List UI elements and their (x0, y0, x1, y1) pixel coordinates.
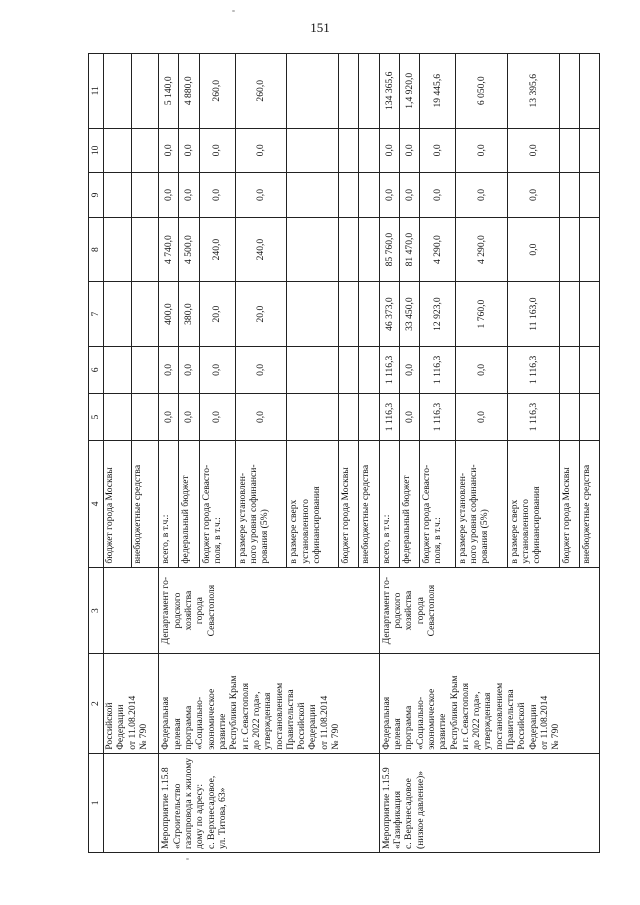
value-cell (287, 282, 339, 347)
executor-text: Департамент го- родского хозяйства города Севастополя (380, 576, 437, 645)
value-cell (287, 173, 339, 218)
value-cell (131, 173, 159, 218)
source-cell (159, 441, 179, 568)
source-cell (579, 441, 599, 568)
value-cell: 81 470,0 (399, 217, 419, 282)
value-cell (579, 173, 599, 218)
source-cell (419, 441, 455, 568)
program-text: Российской Федерации от 11.08.2014 № 790 (104, 695, 149, 750)
source-cell: внебюджетные средства (131, 441, 159, 568)
value-cell (104, 54, 132, 129)
value-cell (579, 54, 599, 129)
value-cell: 0,0 (399, 393, 419, 440)
header-cell: 10 (89, 128, 104, 173)
value-cell (131, 54, 159, 129)
value-cell (359, 173, 379, 218)
value-cell: 0,0 (399, 128, 419, 173)
value-cell (359, 54, 379, 129)
value-cell (131, 282, 159, 347)
value-cell (287, 217, 339, 282)
value-cell: 0,0 (179, 128, 199, 173)
value-cell (104, 282, 132, 347)
value-cell: 400,0 (159, 282, 179, 347)
value-cell (339, 173, 359, 218)
value-cell (287, 54, 339, 129)
value-cell: 0,0 (399, 346, 419, 393)
value-cell: 4 880,0 (179, 54, 199, 129)
value-cell (104, 173, 132, 218)
value-cell (339, 393, 359, 440)
value-cell (579, 282, 599, 347)
value-cell: 1 116,3 (507, 393, 559, 440)
source-cell (235, 441, 287, 568)
value-cell: 4 290,0 (455, 217, 507, 282)
activity-text: Мероприятие 1.15.9 «Газификация с. Верхнесадовое (низкое давление)» (380, 767, 426, 849)
executor-cell (379, 567, 599, 654)
value-cell: 240,0 (235, 217, 287, 282)
source-cell (455, 441, 507, 568)
source-text: всего, в т.ч.: (160, 514, 172, 564)
header-cell: 3 (89, 567, 104, 654)
header-cell: 7 (89, 282, 104, 347)
value-cell (579, 128, 599, 173)
value-cell (339, 346, 359, 393)
value-cell (131, 217, 159, 282)
value-cell (559, 54, 579, 129)
scan-artifact (186, 858, 189, 860)
value-cell: 0,0 (235, 346, 287, 393)
value-cell: 0,0 (507, 128, 559, 173)
scan-artifact (232, 10, 235, 12)
value-cell: 260,0 (199, 54, 235, 129)
value-cell (339, 128, 359, 173)
value-cell (339, 54, 359, 129)
value-cell: 380,0 (179, 282, 199, 347)
program-cell (104, 654, 159, 753)
executor-text: Департамент го- родского хозяйства города Севастополя (160, 576, 217, 645)
header-cell: 4 (89, 441, 104, 568)
header-cell: 2 (89, 654, 104, 753)
table-row (159, 54, 179, 853)
value-cell (359, 128, 379, 173)
value-cell: 33 450,0 (399, 282, 419, 347)
source-text: в размере установлен- ного уровня софинанси- рования (5%) (236, 464, 271, 564)
value-cell: 1,4 920,0 (399, 54, 419, 129)
source-cell (507, 441, 559, 568)
activity-cell (159, 753, 379, 852)
source-text: всего, в т.ч.: (380, 514, 392, 564)
source-text: федеральный бюджет (400, 475, 412, 564)
program-cell (379, 654, 599, 753)
table-row (379, 54, 399, 853)
value-cell: 46 373,0 (379, 282, 399, 347)
value-cell (559, 217, 579, 282)
value-cell: 0,0 (159, 173, 179, 218)
value-cell: 0,0 (235, 173, 287, 218)
source-cell (379, 441, 399, 568)
source-text: федеральный бюджет (180, 475, 192, 564)
value-cell (579, 217, 599, 282)
program-text: Федеральная целевая программа «Социально- экономическое развитие Республики Крым и г. Севастополя до 2022 года», утвержденная постановлением Правительства Российской Федерации от 11.08.2014 № 790 (380, 675, 562, 750)
value-cell: 13 395,6 (507, 54, 559, 129)
source-text: внебюджетные средства (360, 464, 372, 564)
header-cell: 11 (89, 54, 104, 129)
table-row (104, 54, 132, 853)
value-cell: 11 163,0 (507, 282, 559, 347)
value-cell: 1 116,3 (419, 393, 455, 440)
value-cell (339, 282, 359, 347)
value-cell (579, 346, 599, 393)
value-cell: 20,0 (235, 282, 287, 347)
value-cell: 85 760,0 (379, 217, 399, 282)
source-cell (287, 441, 339, 568)
value-cell (287, 128, 339, 173)
value-cell: 0,0 (399, 173, 419, 218)
value-cell: 260,0 (235, 54, 287, 129)
value-cell (359, 282, 379, 347)
value-cell: 4 290,0 (419, 217, 455, 282)
rotated-table-container (88, 53, 600, 853)
value-cell: 0,0 (199, 393, 235, 440)
header-cell: 8 (89, 217, 104, 282)
source-cell: бюджет города Москвы (104, 441, 132, 568)
source-cell (199, 441, 235, 568)
value-cell: 134 365,6 (379, 54, 399, 129)
source-text: внебюджетные средства (580, 464, 592, 564)
value-cell (104, 128, 132, 173)
source-text: бюджет города Севасто- поля, в т.ч.: (200, 464, 223, 564)
source-text: бюджет города Севасто- поля, в т.ч.: (420, 464, 444, 564)
source-cell (559, 441, 579, 568)
value-cell: 0,0 (159, 346, 179, 393)
value-cell: 0,0 (419, 173, 455, 218)
value-cell (579, 393, 599, 440)
activity-cell (379, 753, 599, 852)
value-cell: 0,0 (507, 217, 559, 282)
value-cell: 0,0 (199, 173, 235, 218)
value-cell (104, 217, 132, 282)
value-cell: 0,0 (455, 393, 507, 440)
header-cell: 9 (89, 173, 104, 218)
value-cell: 240,0 (199, 217, 235, 282)
value-cell (287, 346, 339, 393)
source-text: в размере сверх установленного софинансирования (508, 486, 543, 564)
value-cell: 0,0 (507, 173, 559, 218)
value-cell: 0,0 (235, 393, 287, 440)
value-cell (104, 346, 132, 393)
value-cell (131, 346, 159, 393)
value-cell: 20,0 (199, 282, 235, 347)
source-text: в размере сверх установленного софинансирования (288, 486, 323, 564)
activity-text: Мероприятие 1.15.8 «Строительство газопровода к жилому дому по адресу: с. Верхнесадовое, ул. Титова, 63» (160, 757, 228, 849)
source-cell (179, 441, 199, 568)
value-cell: 0,0 (455, 346, 507, 393)
value-cell: 0,0 (235, 128, 287, 173)
value-cell: 0,0 (179, 393, 199, 440)
value-cell: 0,0 (159, 128, 179, 173)
value-cell: 0,0 (179, 346, 199, 393)
source-cell (399, 441, 419, 568)
value-cell (287, 393, 339, 440)
value-cell: 1 116,3 (379, 393, 399, 440)
value-cell (339, 217, 359, 282)
source-text: бюджет города Москвы (560, 467, 572, 564)
value-cell: 0,0 (379, 173, 399, 218)
value-cell: 19 445,6 (419, 54, 455, 129)
value-cell: 1 116,3 (507, 346, 559, 393)
value-cell (559, 393, 579, 440)
program-cell (159, 654, 379, 753)
value-cell: 0,0 (419, 128, 455, 173)
value-cell (104, 393, 132, 440)
value-cell: 4 740,0 (159, 217, 179, 282)
header-cell: 6 (89, 346, 104, 393)
value-cell: 4 500,0 (179, 217, 199, 282)
source-text: в размере установлен- ного уровня софинанси- рования (5%) (456, 464, 491, 564)
page-number: 151 (310, 20, 330, 35)
value-cell: 0,0 (199, 128, 235, 173)
value-cell (131, 393, 159, 440)
source-text: бюджет города Москвы (340, 467, 352, 564)
value-cell: 1 760,0 (455, 282, 507, 347)
value-cell: 6 050,0 (455, 54, 507, 129)
value-cell: 1 116,3 (419, 346, 455, 393)
source-cell (359, 441, 379, 568)
program-text: Федеральная целевая программа «Социально- экономическое развитие Республики Крым и г. Севастополя до 2022 года», утвержденная постановлением Правительства Российской Федерации от 11.08.2014 № 790 (160, 675, 342, 750)
value-cell: 0,0 (455, 173, 507, 218)
value-cell: 1 116,3 (379, 346, 399, 393)
value-cell: 5 140,0 (159, 54, 179, 129)
value-cell (131, 128, 159, 173)
value-cell: 12 923,0 (419, 282, 455, 347)
value-cell: 0,0 (179, 173, 199, 218)
value-cell (359, 393, 379, 440)
executor-cell (159, 567, 379, 654)
value-cell: 0,0 (379, 128, 399, 173)
executor-cell (104, 567, 159, 654)
value-cell: 0,0 (199, 346, 235, 393)
budget-table (88, 53, 600, 853)
value-cell (559, 128, 579, 173)
value-cell (559, 173, 579, 218)
value-cell (359, 346, 379, 393)
table-header-row (89, 54, 104, 853)
activity-cell (104, 753, 159, 852)
source-cell (339, 441, 359, 568)
value-cell (559, 282, 579, 347)
value-cell: 0,0 (455, 128, 507, 173)
header-cell: 5 (89, 393, 104, 440)
value-cell (359, 217, 379, 282)
header-cell: 1 (89, 753, 104, 852)
value-cell: 0,0 (159, 393, 179, 440)
value-cell (559, 346, 579, 393)
